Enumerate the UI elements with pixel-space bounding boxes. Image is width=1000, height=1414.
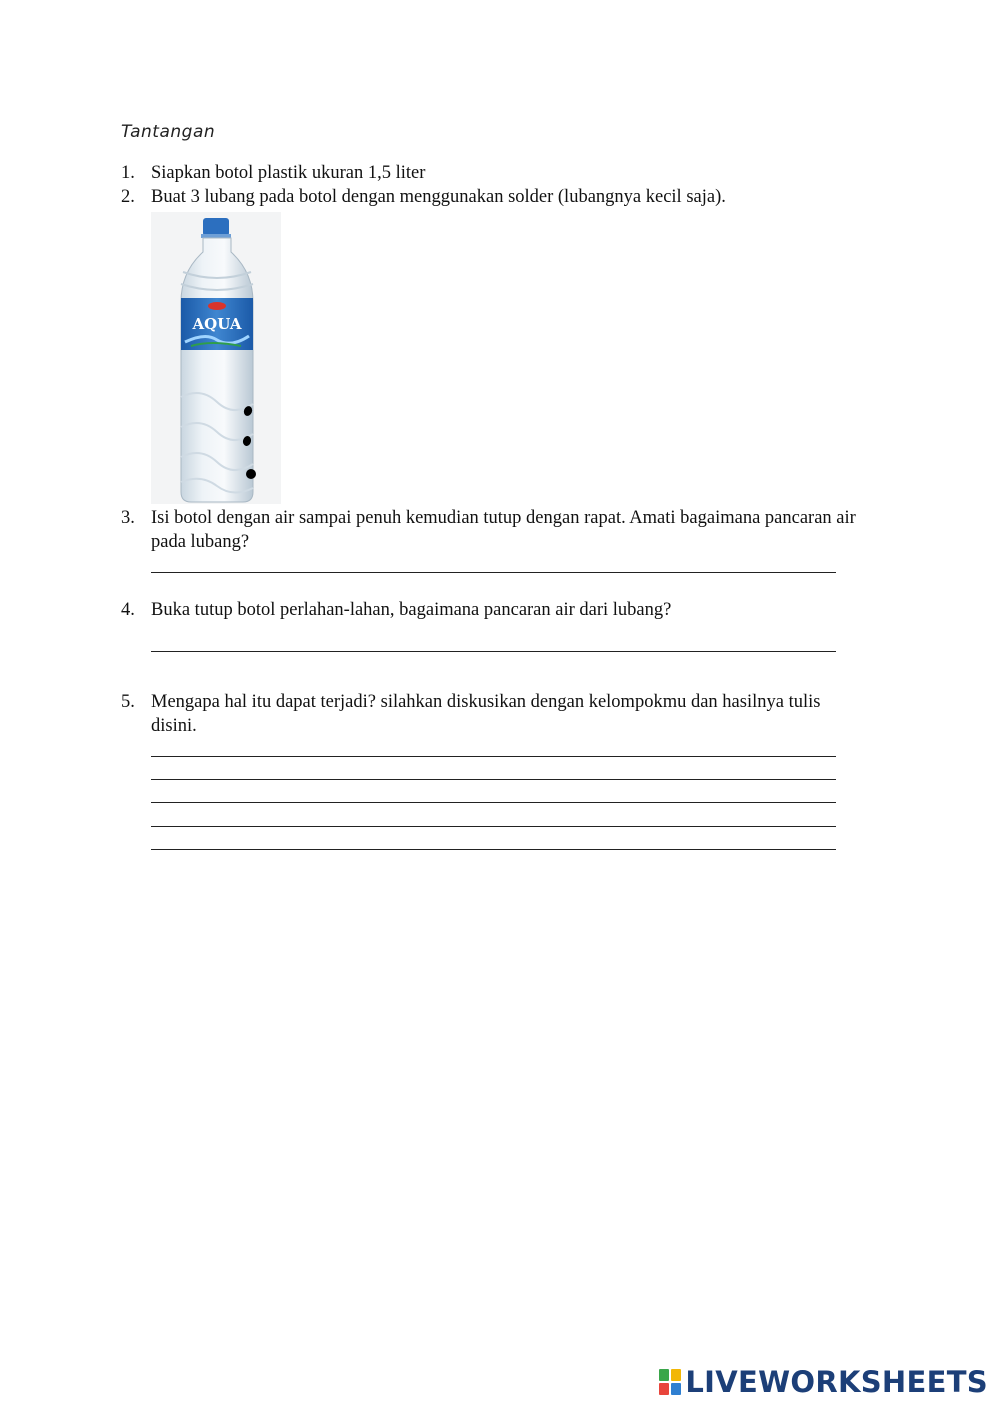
- item-number: 3.: [121, 508, 135, 528]
- instruction-item-2: [121, 185, 861, 209]
- item-text: Siapkan botol plastik ukuran 1,5 liter: [151, 163, 426, 183]
- item-number: 4.: [121, 600, 135, 620]
- brand-name: LIVEWORKSHEETS: [685, 1365, 988, 1399]
- answer-line[interactable]: [151, 779, 836, 780]
- liveworksheets-grid-icon: [659, 1369, 681, 1395]
- instruction-item-3: [121, 506, 861, 554]
- answer-line[interactable]: [151, 802, 836, 803]
- item-number: 2.: [121, 187, 135, 207]
- item-text: Buat 3 lubang pada botol dengan menggunakan solder (lubangnya kecil saja).: [151, 187, 726, 207]
- item-number: 5.: [121, 692, 135, 712]
- liveworksheets-logo: [659, 1365, 988, 1399]
- worksheet-title: Tantangan: [121, 122, 216, 142]
- item-number: 1.: [121, 163, 135, 183]
- item-text: Mengapa hal itu dapat terjadi? silahkan diskusikan dengan kelompokmu dan hasilnya tulis disini.: [151, 692, 821, 736]
- answer-line[interactable]: [151, 756, 836, 757]
- item-text: Isi botol dengan air sampai penuh kemudian tutup dengan rapat. Amati bagaimana pancaran air pada lubang?: [151, 508, 856, 552]
- instruction-item-5: [121, 690, 861, 738]
- answer-line[interactable]: [151, 849, 836, 850]
- answer-line[interactable]: [151, 572, 836, 573]
- instruction-item-1: [121, 161, 861, 185]
- answer-line[interactable]: [151, 826, 836, 827]
- bottle-image: [151, 212, 281, 504]
- answer-line[interactable]: [151, 651, 836, 652]
- instruction-item-4: [121, 598, 861, 622]
- water-bottle-icon: [151, 212, 281, 504]
- item-text: Buka tutup botol perlahan-lahan, bagaimana pancaran air dari lubang?: [151, 600, 672, 620]
- bottle-label-text: AQUA: [192, 315, 242, 333]
